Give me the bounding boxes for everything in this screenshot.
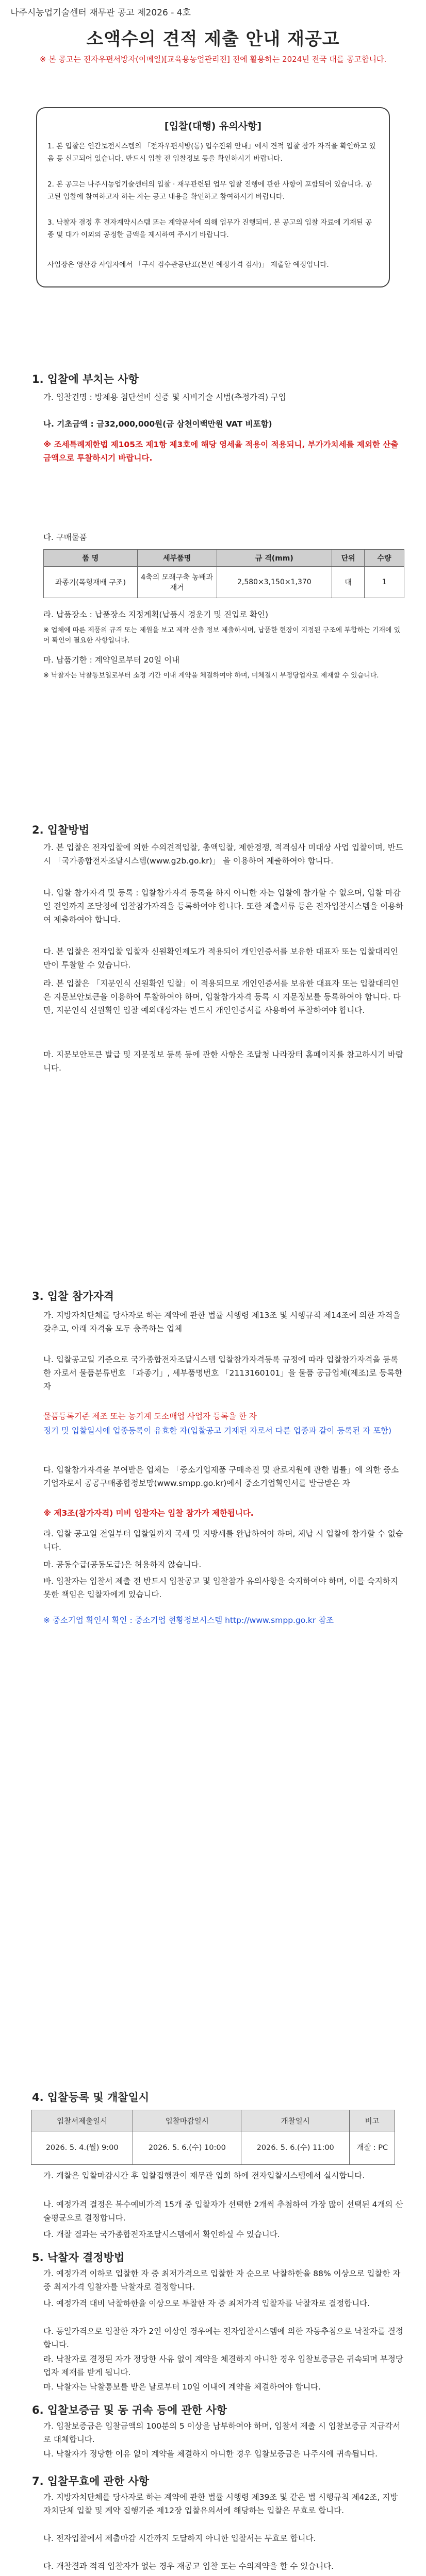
- section-1-ra-note: ※ 업체에 따른 제품의 규격 또는 제원을 보고 제작 산출 정보 제출하시며, 납품한 현장이 지정된 구조에 부합하는 기재에 있어 확인이 필요한 사항입니다.: [43, 626, 401, 645]
- precaution-item: 3. 낙찰자 결정 후 전자계약시스템 또는 계약문서에 의해 업무가 진행되며, 본 공고의 입찰 자료에 기재된 공종 및 대가 이외의 공정한 금액을 제시하여 주시기 바랍니다.: [47, 218, 372, 239]
- table-cell: 2026. 5. 6.(수) 10:00: [133, 2131, 241, 2165]
- section-1-title: 1. 입찰에 부치는 사항: [32, 373, 139, 385]
- section-6-title: 6. 입찰보증금 및 동 귀속 등에 관한 사항: [32, 2404, 227, 2416]
- section-3-da: 다. 입찰참가자격을 부여받은 업체는 「중소기업제품 구매촉진 및 판로지원에 관한 법률」에 의한 중소기업자로서 공공구매종합정보망(www.smpp.go.kr)에서 중소기업확인서를 발급받은 자: [43, 1465, 399, 1488]
- section-1-da: 다. 구매물품: [43, 533, 87, 542]
- items-col-header: 단위: [332, 550, 365, 567]
- section-7-na: 나. 전자입찰에서 제출마감 시간까지 도달하지 아니한 입찰서는 무효로 합니다.: [43, 2534, 316, 2543]
- section-5-ra: 라. 낙찰자로 결정된 자가 정당한 사유 없이 계약을 체결하지 아니한 경우 입찰보증금은 귀속되며 부정당업자 제재를 받게 됩니다.: [43, 2354, 403, 2377]
- section-4-da: 다. 개찰 결과는 국가종합전자조달시스템에서 확인하실 수 있습니다.: [43, 2230, 280, 2239]
- section-3-ra: 라. 입찰 공고일 전일부터 입찰일까지 국세 및 지방세를 완납하여야 하며, 체납 시 입찰에 참가할 수 없습니다.: [43, 1529, 403, 1552]
- precaution-item: 사업장은 영산강 사업자에서 「구시 검수관공단표(본인 예정가격 검사)」 제출할 예정입니다.: [47, 261, 329, 269]
- precaution-item: 1. 본 입찰은 인간보전시스템의 「전자우편서방(통) 입수진위 안내」에서 견적 입찰 참가 자격을 확인하고 있음 등 신고되어 있습니다. 반드시 입찰 전 입찰정보 등을 확인하시기 바랍니다.: [47, 142, 376, 163]
- table-cell: 과종기(목형재배 구조): [44, 567, 138, 598]
- section-2-da: 다. 본 입찰은 전자입찰 입찰자 신원확인제도가 적용되어 개인인증서를 보유한 대표자 또는 입찰대리인만이 투찰할 수 있습니다.: [43, 947, 398, 970]
- section-1-ma-note: ※ 낙찰자는 낙찰통보일로부터 소정 기간 이내 계약을 체결하여야 하며, 미체결시 부정당업자로 제재할 수 있습니다.: [43, 672, 379, 680]
- section-3-ga: 가. 지방자치단체를 당사자로 하는 계약에 관한 법률 시행령 제13조 및 시행규칙 제14조에 의한 자격을 갖추고, 아래 자격을 모두 충족하는 업체: [43, 1311, 401, 1333]
- section-1-na-red: ※ 조세특례제한법 제105조 제1항 제3호에 해당 영세율 적용이 적용되니, 부가가치세를 제외한 산출금액으로 투찰하시기 바랍니다.: [43, 440, 399, 463]
- section-6-na: 나. 낙찰자가 정당한 이유 없이 계약을 체결하지 아니한 경우 입찰보증금은 나주시에 귀속됩니다.: [43, 2449, 378, 2459]
- table-cell: 1: [365, 567, 404, 598]
- section-4-na: 나. 예정가격 결정은 복수예비가격 15개 중 입찰자가 선택한 2개씩 추첨하여 가장 많이 선택된 4개의 산술평균으로 결정합니다.: [43, 2200, 403, 2223]
- section-3-ma: 마. 공동수급(공동도급)은 허용하지 않습니다.: [43, 1560, 202, 1569]
- section-3-na-blue: 정기 및 입찰일시에 업종등록이 유효한 자(입찰공고 기재된 자로서 다른 업종과 같이 등록된 자 포함): [43, 1426, 392, 1435]
- section-5-da: 다. 동일가격으로 입찰한 자가 2인 이상인 경우에는 전자입찰시스템에 의한 자동추첨으로 낙찰자를 결정합니다.: [43, 2327, 403, 2349]
- section-7-da: 다. 개찰결과 적격 입찰자가 없는 경우 재공고 입찰 또는 수의계약을 할 수 있습니다.: [43, 2562, 334, 2571]
- items-table-header: [44, 550, 404, 567]
- section-3-na-red: 물품등록기준 제조 또는 농기계 도소매업 사업자 등록을 한 자: [43, 1412, 257, 1421]
- section-3-ba: 바. 입찰자는 입찰서 제출 전 반드시 입찰공고 및 입찰참가 유의사항을 숙지하여야 하며, 이를 숙지하지 못한 책임은 입찰자에게 있습니다.: [43, 1577, 398, 1599]
- precaution-item: 2. 본 공고는 나주시농업기술센터의 입찰 · 재무관련된 업무 입찰 진행에 관한 사항이 포함되어 있습니다. 공고된 입찰에 참여하고자 하는 자는 공고 내용을 확인하고 참여하시기 바랍니다.: [47, 180, 372, 201]
- page-title: 소액수의 견적 제출 안내 재공고: [86, 29, 340, 49]
- doc-header: 나주시농업기술센터 재무관 공고 제2026 - 4호: [10, 8, 191, 18]
- schedule-col-header: 개찰일시: [241, 2110, 350, 2131]
- section-3-na: 나. 입찰공고일 기준으로 국가종합전자조달시스템 입찰참가자격등록 규정에 따라 입찰참가자격을 등록한 자로서 물품분류번호 「과종기」, 세부품명번호 「2113160101」을 물품 공급업체(제조)로 등록한 자: [43, 1355, 403, 1391]
- schedule-col-header: 비고: [350, 2110, 395, 2131]
- section-2-ra: 라. 본 입찰은 「지문인식 신원확인 입찰」이 적용되므로 개인인증서를 보유한 대표자 또는 입찰대리인은 지문보안토큰을 이용하여 투찰하여야 하며, 입찰참가자격 등록 시 지문정보를 등록하여야 합니다. 다만, 지문인식 신원확인 입찰 예외대상자는 반드시 개인인증서를 사용하여 투찰하여야 합니다.: [43, 979, 401, 1015]
- section-2-title: 2. 입찰방법: [32, 824, 90, 836]
- section-2-na: 나. 입찰 참가자격 및 등록 : 입찰참가자격 등록을 하지 아니한 자는 입찰에 참가할 수 없으며, 입찰 마감일 전일까지 조달청에 입찰참가자격을 등록하여야 합니다. 또한 제출서류 등은 전자입찰시스템을 이용하여 제출하여야 합니다.: [43, 888, 404, 924]
- section-5-na: 나. 예정가격 대비 낙찰하한율 이상으로 투찰한 자 중 최저가격 입찰자를 낙찰자로 결정합니다.: [43, 2299, 370, 2308]
- table-cell: 개찰 : PC: [350, 2131, 395, 2165]
- items-col-header: 세부품명: [137, 550, 217, 567]
- table-cell: 대: [332, 567, 365, 598]
- schedule-col-header: 입찰마감일시: [133, 2110, 241, 2131]
- items-col-header: 수량: [365, 550, 404, 567]
- table-cell: 2,580×3,150×1,370: [217, 567, 332, 598]
- section-1-ga: 가. 입찰건명 : 방제용 첨단설비 실증 및 시비기술 시범(추정가격) 구입: [43, 393, 286, 402]
- section-2-ga: 가. 본 입찰은 전자입찰에 의한 수의견적입찰, 총액입찰, 제한경쟁, 적격심사 미대상 사업 입찰이며, 반드시 「국가종합전자조달시스템(www.g2b.go.kr)」 을 이용하여 제출하여야 합니다.: [43, 843, 403, 866]
- items-col-header: 규 격(mm): [217, 550, 332, 567]
- section-5-ga: 가. 예정가격 이하로 입찰한 자 중 최저가격으로 입찰한 자 순으로 낙찰하한율 88% 이상으로 입찰한 자 중 최저가격 입찰자를 낙찰자로 결정합니다.: [43, 2269, 401, 2292]
- notice-text: ※ 본 공고는 전자우편서방자(이메일)[교육용농업관리전] 전에 활용하는 2024년 전국 대를 공고합니다.: [39, 55, 387, 64]
- table-cell: 2026. 5. 6.(수) 11:00: [241, 2131, 350, 2165]
- items-col-header: 품 명: [44, 550, 138, 567]
- section-5-title: 5. 낙찰자 결정방법: [32, 2251, 125, 2264]
- section-3-da-red: ※ 제3조(참가자격) 미비 입찰자는 입찰 참가가 제한됩니다.: [43, 1509, 254, 1518]
- section-6-ga: 가. 입찰보증금은 입찰금액의 100분의 5 이상을 납부하여야 하며, 입찰서 제출 시 입찰보증금 지급각서로 대체합니다.: [43, 2421, 401, 2444]
- table-row: [31, 2131, 395, 2165]
- section-7-title: 7. 입찰무효에 관한 사항: [32, 2475, 150, 2487]
- section-2-ma: 마. 지문보안토큰 발급 및 지문정보 등록 등에 관한 사항은 조달청 나라장터 홈페이지를 참고하시기 바랍니다.: [43, 1050, 403, 1073]
- section-7-ga: 가. 지방자치단체를 당사자로 하는 계약에 관한 법률 시행령 제39조 및 같은 법 시행규칙 제42조, 지방자치단체 입찰 및 계약 집행기준 제12장 입찰유의서에 해당하는 입찰은 무효로 합니다.: [43, 2493, 398, 2515]
- section-3-title: 3. 입찰 참가자격: [32, 1290, 114, 1302]
- schedule-col-header: 입찰서제출일시: [31, 2110, 133, 2131]
- section-4-ga: 가. 개찰은 입찰마감시간 후 입찰집행관이 재무관 입회 하에 전자입찰시스템에서 실시합니다.: [43, 2171, 365, 2180]
- precaution-box-title: [입찰(대행) 유의사항]: [164, 121, 262, 132]
- section-1-ma: 마. 납품기한 : 계약일로부터 20일 이내: [43, 655, 180, 665]
- table-cell: 4축의 모래구축 농배과재거: [137, 567, 217, 598]
- schedule-table: [31, 2110, 395, 2165]
- table-row: [44, 567, 404, 598]
- section-3-ba-blue: ※ 중소기업 확인서 확인 : 중소기업 현황정보시스템 http://www.smpp.go.kr 참조: [43, 1616, 334, 1625]
- precaution-box: [36, 107, 390, 287]
- items-table: [43, 549, 404, 598]
- section-4-title: 4. 입찰등록 및 개찰일시: [32, 2091, 150, 2104]
- section-5-ma: 마. 낙찰자는 낙찰통보를 받은 날로부터 10일 이내에 계약을 체결하여야 합니다.: [43, 2382, 321, 2392]
- table-cell: 2026. 5. 4.(월) 9:00: [31, 2131, 133, 2165]
- section-1-ra: 라. 납품장소 : 납품장소 지정계획(납품시 경운기 및 진입로 확인): [43, 610, 268, 619]
- schedule-header-row: [31, 2110, 395, 2131]
- section-1-na: 나. 기초금액 : 금32,000,000원(금 삼천이백만원 VAT 비포함): [43, 419, 272, 429]
